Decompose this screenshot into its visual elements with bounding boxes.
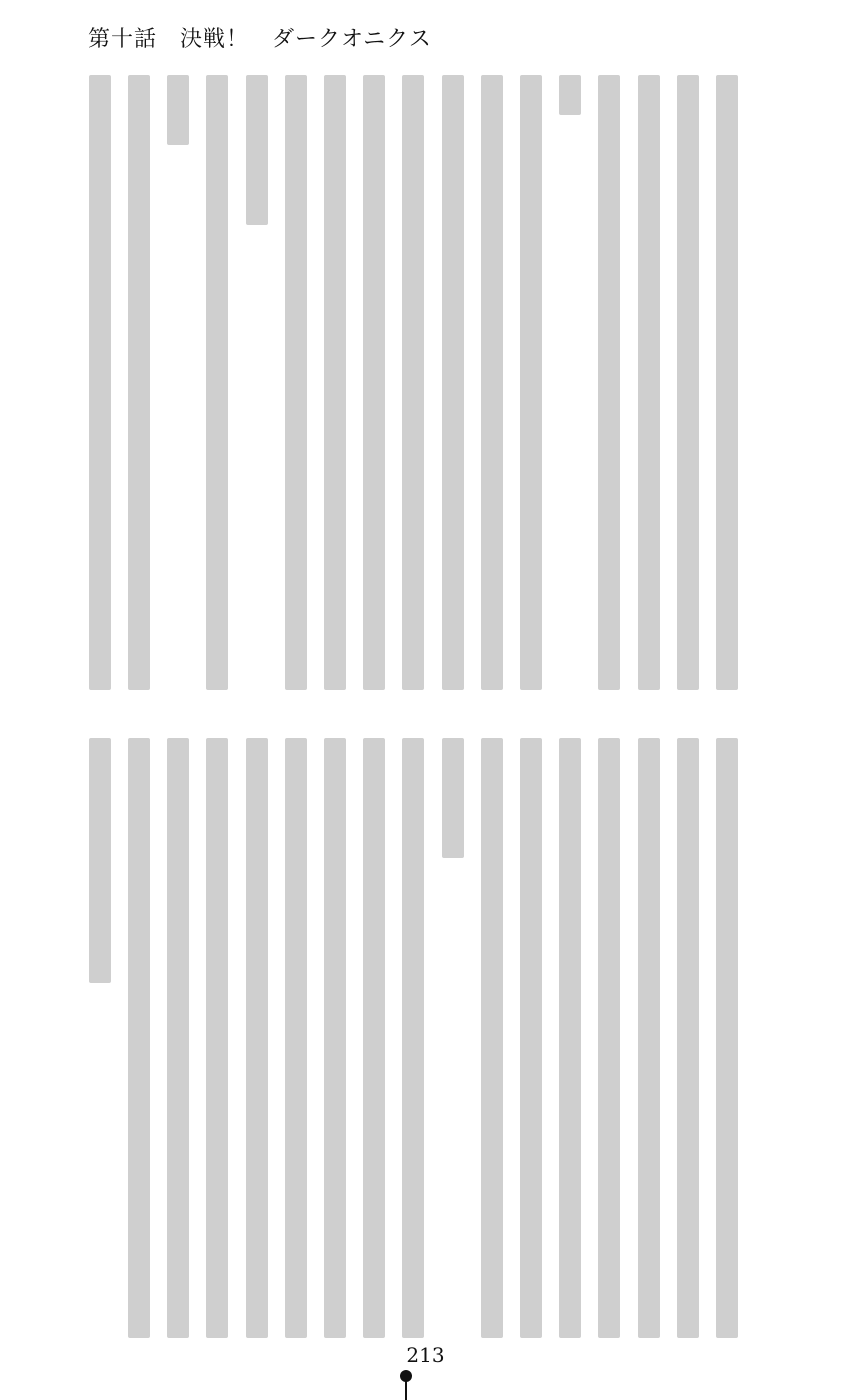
text-column-placeholder [285, 738, 307, 1338]
text-column-placeholder [363, 738, 385, 1338]
text-column-placeholder [167, 738, 189, 1338]
text-column-placeholder [598, 738, 620, 1338]
text-column-placeholder [442, 738, 464, 858]
chapter-running-header: 第十話 決戦！ ダークオニクス [88, 27, 432, 52]
text-column-placeholder [481, 738, 503, 1338]
page-marker-stem [405, 1380, 407, 1400]
text-column-placeholder [677, 738, 699, 1338]
text-column-placeholder [520, 738, 542, 1338]
text-column-placeholder [402, 738, 424, 1338]
text-column-placeholder [716, 738, 738, 1338]
text-column-placeholder [89, 738, 111, 983]
page-number: 213 [406, 1343, 445, 1367]
text-column-placeholder [128, 738, 150, 1338]
text-column-placeholder [638, 738, 660, 1338]
text-column-placeholder [324, 738, 346, 1338]
text-column-placeholder [559, 738, 581, 1338]
text-column-placeholder [246, 738, 268, 1338]
text-column-placeholder [206, 738, 228, 1338]
